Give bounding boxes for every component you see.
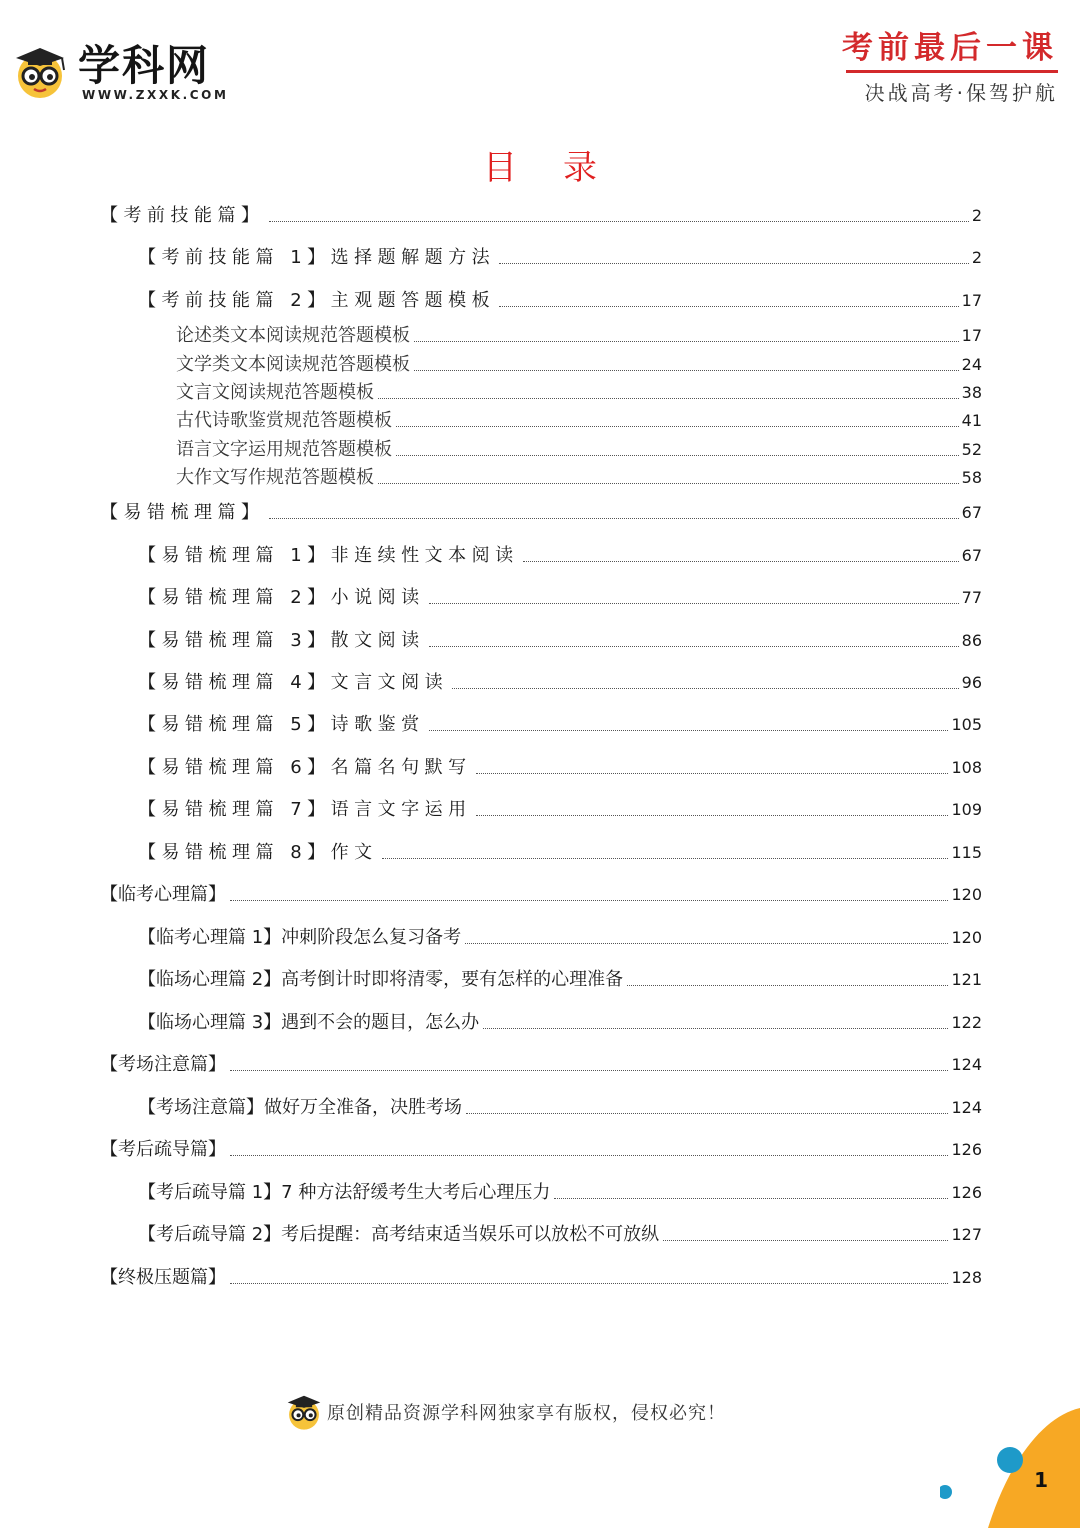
- dot-leader: [414, 370, 959, 371]
- brand-subtitle: 决战高考·保驾护航: [864, 81, 1058, 105]
- dot-leader: [627, 985, 948, 986]
- dot-leader: [230, 1155, 948, 1156]
- toc-entry[interactable]: [176, 408, 982, 432]
- dot-leader: [429, 646, 959, 647]
- toc-entry-title: 【考场注意篇】: [100, 1054, 226, 1075]
- dot-leader: [230, 900, 948, 901]
- dot-leader: [499, 306, 958, 307]
- toc-entry-title: 【考后疏导篇 1】7 种方法舒缓考生大考后心理压力: [138, 1182, 551, 1203]
- toc-entry[interactable]: [100, 1265, 982, 1289]
- dot-leader: [499, 263, 969, 264]
- toc-entry-title: 【考前技能篇 2】主观题答题模板: [138, 290, 496, 311]
- toc-entry-page: 124: [951, 1098, 982, 1117]
- toc-entry[interactable]: [138, 1180, 982, 1204]
- toc-entry-page: 127: [951, 1225, 982, 1244]
- toc-entry-page: 24: [961, 355, 982, 374]
- toc-entry[interactable]: [100, 882, 982, 906]
- dot-leader: [396, 426, 959, 427]
- toc-entry-title: 【临考心理篇】: [100, 884, 226, 905]
- toc-entry-title: 【考场注意篇】做好万全准备，决胜考场: [138, 1097, 462, 1118]
- toc-entry-page: 108: [951, 758, 982, 777]
- dot-leader: [378, 398, 959, 399]
- toc-entry[interactable]: [138, 925, 982, 949]
- toc-entry[interactable]: [138, 1010, 982, 1034]
- toc-entry[interactable]: [138, 1095, 982, 1119]
- toc-entry-title: 论述类文本阅读规范答题模板: [176, 325, 410, 346]
- toc-entry[interactable]: [100, 500, 982, 524]
- dot-leader: [269, 518, 959, 519]
- toc-entry-title: 【易错梳理篇 7】语言文字运用: [138, 799, 472, 820]
- toc-entry[interactable]: [100, 1137, 982, 1161]
- toc-entry[interactable]: [138, 288, 982, 312]
- dot-leader: [465, 943, 948, 944]
- dot-leader: [269, 221, 969, 222]
- toc-entry-title: 【易错梳理篇 5】诗歌鉴赏: [138, 714, 425, 735]
- toc-entry-page: 128: [951, 1268, 982, 1287]
- toc-entry[interactable]: [138, 840, 982, 864]
- toc-entry[interactable]: [100, 1052, 982, 1076]
- toc-entry[interactable]: [138, 967, 982, 991]
- dot-leader: [452, 688, 958, 689]
- toc-entry-title: 大作文写作规范答题模板: [176, 467, 374, 488]
- toc-entry-page: 52: [961, 440, 982, 459]
- copyright-text: 原创精品资源学科网独家享有版权，侵权必究！: [327, 1403, 726, 1424]
- toc-entry-title: 【易错梳理篇 2】小说阅读: [138, 587, 425, 608]
- page-number: 1: [1034, 1468, 1048, 1492]
- toc-entry-page: 122: [951, 1013, 982, 1032]
- toc-entry-page: 67: [961, 546, 982, 565]
- toc-entry-page: 109: [951, 800, 982, 819]
- toc-entry-title: 语言文字运用规范答题模板: [176, 439, 392, 460]
- brand-title: 考前最后一课: [842, 30, 1058, 66]
- toc-entry-title: 【临考心理篇 1】冲刺阶段怎么复习备考: [138, 927, 462, 948]
- dot-leader: [554, 1198, 948, 1199]
- toc-entry-title: 【临场心理篇 3】遇到不会的题目，怎么办: [138, 1012, 480, 1033]
- toc-entry-page: 77: [961, 588, 982, 607]
- logo-name: 学科网: [78, 41, 211, 90]
- toc-entry-title: 【易错梳理篇】: [100, 502, 265, 523]
- dot-leader: [429, 730, 949, 731]
- copyright-footer: [285, 1392, 726, 1432]
- toc-entry-page: 17: [961, 291, 982, 310]
- toc-entry-page: 121: [951, 970, 982, 989]
- dot-leader: [483, 1028, 948, 1029]
- toc-entry-page: 17: [961, 326, 982, 345]
- dot-leader: [378, 483, 959, 484]
- toc-entry-title: 古代诗歌鉴赏规范答题模板: [176, 410, 392, 431]
- toc-entry[interactable]: [138, 670, 982, 694]
- corner-decoration: [940, 1398, 1080, 1528]
- toc-entry[interactable]: [176, 323, 982, 347]
- toc-entry[interactable]: [176, 465, 982, 489]
- toc-entry-page: 115: [951, 843, 982, 862]
- dot-leader: [396, 455, 959, 456]
- dot-leader: [230, 1283, 948, 1284]
- toc-entry-title: 【考前技能篇】: [100, 205, 265, 226]
- toc-entry[interactable]: [138, 628, 982, 652]
- dot-leader: [429, 603, 959, 604]
- logo-url: WWW.ZXXK.COM: [82, 88, 229, 102]
- mascot-icon: [285, 1393, 323, 1431]
- dot-leader: [523, 561, 959, 562]
- toc-entry-title: 【易错梳理篇 6】名篇名句默写: [138, 757, 472, 778]
- toc-entry-page: 67: [961, 503, 982, 522]
- dot-leader: [230, 1070, 948, 1071]
- toc-entry[interactable]: [138, 712, 982, 736]
- toc-entry-page: 126: [951, 1140, 982, 1159]
- toc-entry-page: 2: [971, 248, 982, 267]
- toc-entry[interactable]: [138, 245, 982, 269]
- toc-entry-title: 【易错梳理篇 3】散文阅读: [138, 630, 425, 651]
- toc-entry[interactable]: [138, 543, 982, 567]
- toc-entry-title: 文言文阅读规范答题模板: [176, 382, 374, 403]
- dot-leader: [663, 1240, 948, 1241]
- dot-leader: [466, 1113, 948, 1114]
- toc-entry-page: 2: [971, 206, 982, 225]
- toc-entry-title: 【临场心理篇 2】高考倒计时即将清零，要有怎样的心理准备: [138, 969, 624, 990]
- toc-entry-page: 126: [951, 1183, 982, 1202]
- toc-entry[interactable]: [176, 352, 982, 376]
- toc-entry[interactable]: [138, 797, 982, 821]
- toc-entry-title: 【易错梳理篇 8】作文: [138, 842, 378, 863]
- toc-entry-title: 【考前技能篇 1】选择题解题方法: [138, 247, 496, 268]
- toc-entry-page: 124: [951, 1055, 982, 1074]
- page-title: 目录: [483, 148, 643, 188]
- toc-entry-page: 41: [961, 411, 982, 430]
- toc-entry[interactable]: [138, 755, 982, 779]
- toc-entry-title: 【易错梳理篇 4】文言文阅读: [138, 672, 449, 693]
- toc-entry[interactable]: [138, 585, 982, 609]
- dot-leader: [476, 815, 949, 816]
- toc-entry[interactable]: [176, 437, 982, 461]
- toc-entry-title: 【易错梳理篇 1】非连续性文本阅读: [138, 545, 519, 566]
- toc-entry-page: 58: [961, 468, 982, 487]
- toc-entry-title: 【考后疏导篇】: [100, 1139, 226, 1160]
- toc-entry-title: 【考后疏导篇 2】考后提醒：高考结束适当娱乐可以放松不可放纵: [138, 1224, 660, 1245]
- toc-entry-title: 【终极压题篇】: [100, 1267, 226, 1288]
- dot-leader: [382, 858, 949, 859]
- toc-entry-page: 38: [961, 383, 982, 402]
- toc-entry-page: 120: [951, 928, 982, 947]
- toc-entry[interactable]: [138, 1222, 982, 1246]
- dot-leader: [476, 773, 949, 774]
- toc-entry[interactable]: [100, 203, 982, 227]
- toc-entry-page: 96: [961, 673, 982, 692]
- toc-entry-page: 86: [961, 631, 982, 650]
- toc-entry-title: 文学类文本阅读规范答题模板: [176, 354, 410, 375]
- toc-entry-page: 105: [951, 715, 982, 734]
- dot-leader: [414, 341, 959, 342]
- toc-entry[interactable]: [176, 380, 982, 404]
- toc-entry-page: 120: [951, 885, 982, 904]
